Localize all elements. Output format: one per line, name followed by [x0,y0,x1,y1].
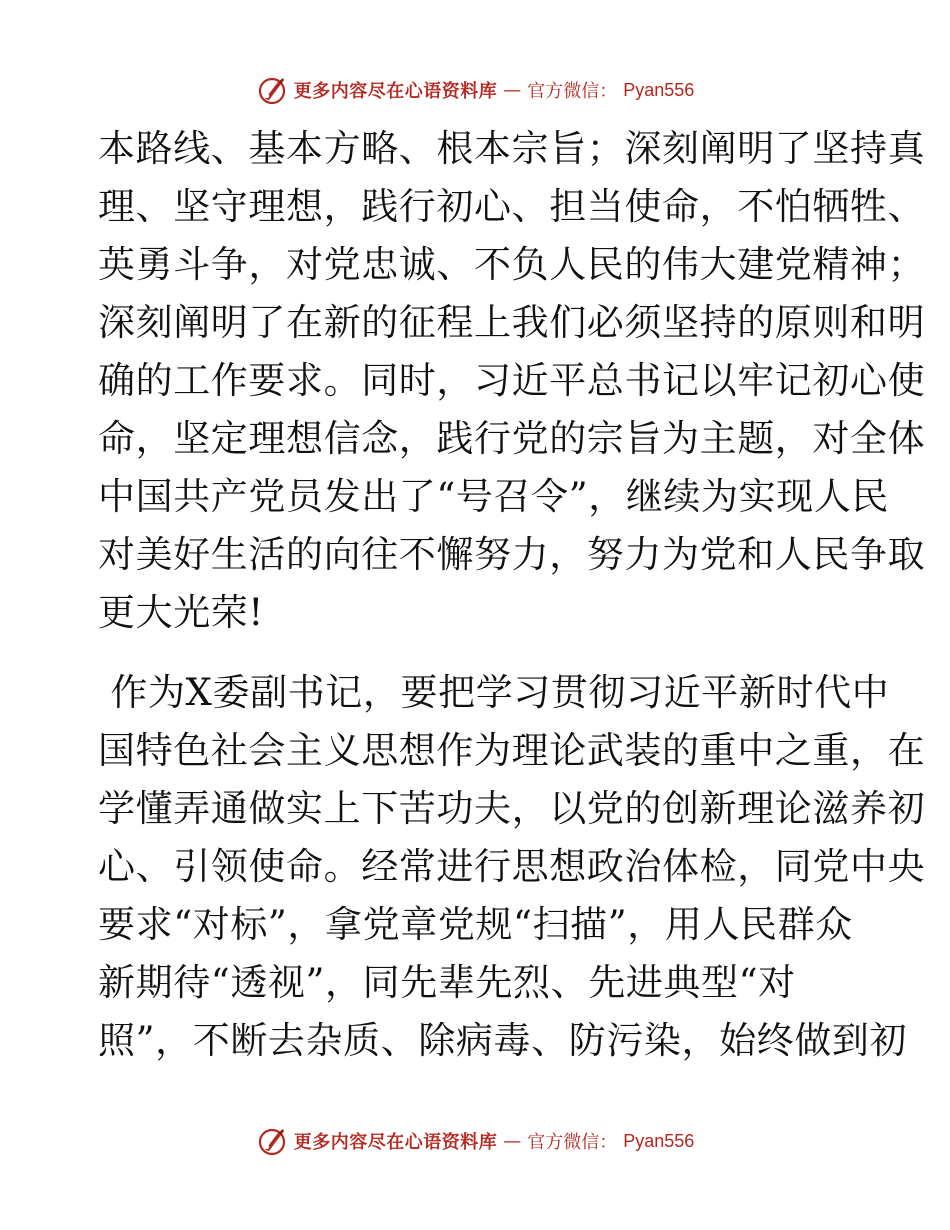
brand-name: 更多内容尽在心语资料库 [293,81,498,102]
brand-wechat-label: 官方微信： [527,81,618,102]
header-brand-inner [256,74,695,106]
brand-name: 更多内容尽在心语资料库 [293,1132,498,1153]
brand-wechat-label: 官方微信： [527,1132,618,1153]
text-line: 中国共产党员发出了“号召令”，继续为实现人民 [98,475,890,518]
brand-wechat-id: Pyan556 [623,79,695,100]
text-line: 学懂弄通做实上下苦功夫，以党的创新理论滋养初 [98,787,926,830]
document-body [98,120,926,1070]
footer-brand-inner [256,1125,695,1157]
paragraph-2 [98,664,926,1070]
text-line: 更大光荣! [98,591,264,634]
text-line: 要求“对标”，拿党章党规“扫描”，用人民群众 [98,903,853,946]
text-line: 英勇斗争，对党忠诚、不负人民的伟大建党精神； [98,243,926,286]
quill-pen-logo-icon [256,74,288,106]
text-line: 国特色社会主义思想作为理论武装的重中之重，在 [98,729,926,772]
text-line: 对美好生活的向往不懈努力，努力为党和人民争取 [98,533,926,576]
footer-brand [0,1124,950,1158]
paragraph-gap [98,642,858,664]
text-line: 确的工作要求。同时，习近平总书记以牢记初心使 [98,359,926,402]
text-line: 命，坚定理想信念，践行党的宗旨为主题，对全体 [98,417,926,460]
text-line: 照”，不断去杂质、除病毒、防污染，始终做到初 [98,1019,908,1062]
text-line: 心、引领使命。经常进行思想政治体检，同党中央 [98,845,926,888]
text-line: 深刻阐明了在新的征程上我们必须坚持的原则和明 [98,301,926,344]
text-line: 本路线、基本方略、根本宗旨；深刻阐明了坚持真 [98,127,926,170]
text-line: 新期待“透视”，同先辈先烈、先进典型“对 [98,961,796,1004]
text-line: 理、坚守理想，践行初心、担当使命，不怕牺牲、 [98,185,926,228]
text-line: 作为X委副书记，要把学习贯彻习近平新时代中 [98,671,890,714]
brand-separator: — [503,1130,522,1152]
quill-pen-logo-icon [256,1125,288,1157]
paragraph-1 [98,120,926,642]
brand-wechat-id: Pyan556 [623,1130,695,1151]
brand-separator: — [503,79,522,101]
header-brand [0,73,950,107]
